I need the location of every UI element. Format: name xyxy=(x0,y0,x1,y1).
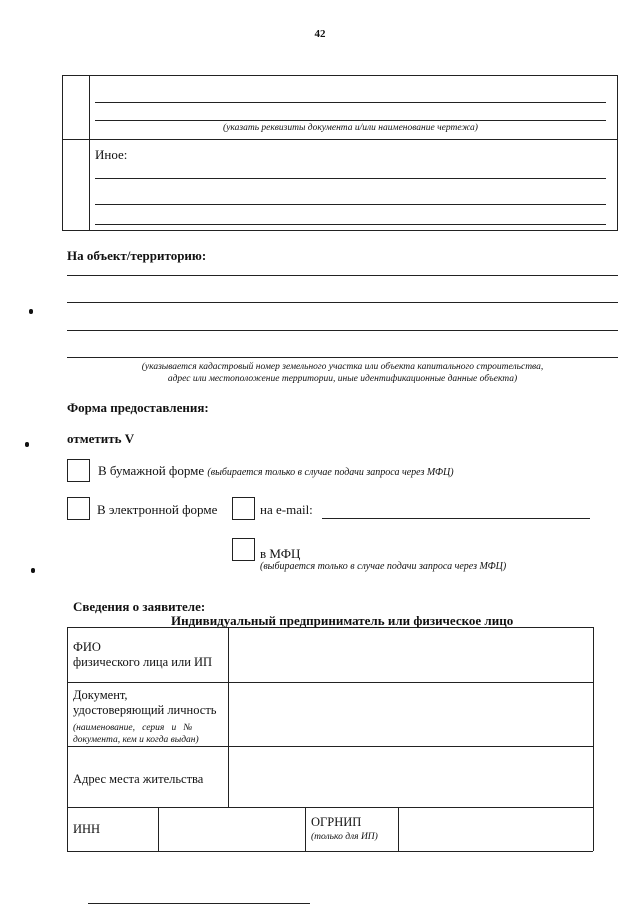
scan-mark xyxy=(31,568,35,573)
inoe-label: Иное: xyxy=(95,147,128,162)
scan-mark xyxy=(25,442,29,447)
paper-form-checkbox[interactable] xyxy=(67,459,90,482)
mark-label: отметить V xyxy=(67,431,135,446)
address-input-cell[interactable] xyxy=(229,747,592,806)
email-field[interactable] xyxy=(322,518,590,519)
rekvizity-line-2[interactable] xyxy=(95,120,606,121)
scan-mark xyxy=(29,309,33,314)
ogrnip-note: (только для ИП) xyxy=(311,832,378,842)
document-note-line-1: (наименование, серия и № xyxy=(73,723,193,733)
email-checkbox[interactable] xyxy=(232,497,255,520)
mfc-label: в МФЦ xyxy=(260,546,301,561)
mfc-note: (выбирается только в случае подачи запроса через МФЦ) xyxy=(260,561,507,572)
inoe-line-1[interactable] xyxy=(95,178,606,179)
object-line-2[interactable] xyxy=(67,302,618,303)
inoe-line-2[interactable] xyxy=(95,204,606,205)
document-label-line-1: Документ, xyxy=(73,688,128,702)
object-note-line-1: (указывается кадастровый номер земельного участка или объекта капитального строительства, xyxy=(141,362,544,372)
page-number: 42 xyxy=(314,28,326,40)
inoe-line-3[interactable] xyxy=(95,224,606,225)
object-line-4[interactable] xyxy=(67,357,618,358)
paper-form-option xyxy=(98,463,454,479)
footnote-separator xyxy=(88,903,310,904)
document-note-line-2: документа, кем и когда выдан) xyxy=(73,735,199,745)
document-label-line-2: удостоверяющий личность xyxy=(73,703,217,717)
rekvizity-line-1[interactable] xyxy=(95,102,606,103)
email-label: на e-mail: xyxy=(260,502,313,517)
object-line-3[interactable] xyxy=(67,330,618,331)
address-label: Адрес места жительства xyxy=(73,772,204,786)
paper-form-note: (выбирается только в случае подачи запроса через МФЦ) xyxy=(207,467,454,478)
inn-input-cell[interactable] xyxy=(159,808,304,850)
rekvizity-note: (указать реквизиты документа и/или наименование чертежа) xyxy=(223,123,478,133)
ogrnip-label: ОГРНИП xyxy=(311,815,362,829)
electronic-form-label: В электронной форме xyxy=(97,502,218,517)
electronic-form-checkbox[interactable] xyxy=(67,497,90,520)
document-note xyxy=(73,722,223,746)
fio-label-line-2: физического лица или ИП xyxy=(73,655,213,669)
object-line-1[interactable] xyxy=(67,275,618,276)
object-note-line-2: адрес или местоположение территории, иные идентификационные данные объекта) xyxy=(167,374,518,384)
object-heading: На объект/территорию: xyxy=(67,248,207,263)
applicant-heading: Сведения о заявителе: xyxy=(73,599,206,614)
document-input-cell[interactable] xyxy=(229,683,592,745)
fio-input-cell[interactable] xyxy=(229,628,592,681)
fio-label-line-1: ФИО xyxy=(73,640,101,654)
fio-label xyxy=(73,640,212,670)
paper-form-label: В бумажной форме xyxy=(98,463,205,478)
inn-label: ИНН xyxy=(73,822,101,836)
form-heading: Форма предоставления: xyxy=(67,400,209,415)
document-label xyxy=(73,688,217,718)
mfc-checkbox[interactable] xyxy=(232,538,255,561)
applicant-subheading: Индивидуальный предприниматель или физическое лицо xyxy=(171,613,514,628)
ogrnip-input-cell[interactable] xyxy=(399,808,592,850)
